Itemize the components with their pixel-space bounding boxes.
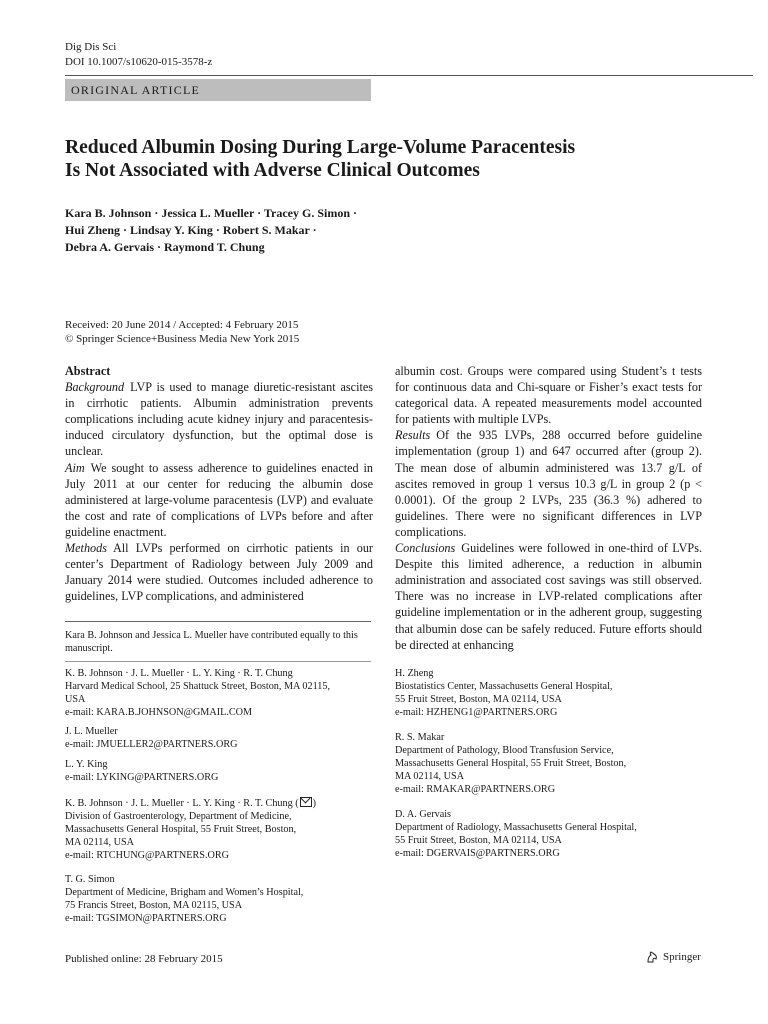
authors-line-3[interactable]: Debra A. Gervais · Raymond T. Chung <box>65 239 265 254</box>
affiliation-block <box>65 759 218 785</box>
affiliation-line: Massachusetts General Hospital, 55 Fruit Street, Boston, <box>65 823 297 835</box>
copyright: © Springer Science+Business Media New York 2015 <box>65 333 300 345</box>
author-list <box>65 205 395 255</box>
affiliation-line: Harvard Medical School, 25 Shattuck Street, Boston, MA 02115, <box>65 680 331 692</box>
background-label: Background <box>65 380 125 395</box>
article-title <box>65 136 705 182</box>
affiliation-block <box>65 726 238 752</box>
affiliation-line: MA 02114, USA <box>395 770 464 782</box>
affiliation-block <box>395 732 626 797</box>
title-line-2: Is Not Associated with Adverse Clinical Outcomes <box>65 160 480 181</box>
affiliation-line: Massachusetts General Hospital, 55 Fruit Street, Boston, <box>395 757 627 769</box>
journal-name: Dig Dis Sci <box>65 41 117 53</box>
affiliation-line: 55 Fruit Street, Boston, MA 02114, USA <box>395 834 562 846</box>
publisher-name: Springer <box>663 951 701 963</box>
published-online: Published online: 28 February 2015 <box>65 953 223 965</box>
affiliation-names: K. B. Johnson · J. L. Mueller · L. Y. King · R. T. Chung <box>65 668 293 679</box>
results-text: Of the 935 LVPs, 288 occurred before guideline implementation (group 1) and 647 occurred after (group 2). The mean dose of albumin administered was 13.7 g/L of ascites removed in group 1 versus 10.3 g/L in group 2 (p < 0.0001). Of the group 2 LVPs, 235 (36.3 %) adhered to guidelines. There were no significant differences in LVP complications. <box>395 428 702 539</box>
affiliation-email[interactable]: e-mail: LYKING@PARTNERS.ORG <box>65 771 219 783</box>
affiliation-email[interactable]: e-mail: TGSIMON@PARTNERS.ORG <box>65 912 227 924</box>
methods-label: Methods <box>65 541 107 556</box>
results-label: Results <box>395 428 431 443</box>
affiliation-names: T. G. Simon <box>65 874 115 885</box>
affiliation-names: J. L. Mueller <box>65 726 118 737</box>
conclusions-text: Guidelines were followed in one-third of LVPs. Despite this limited adherence, a reduction in albumin administration and associated cost savings was still observed. There was no increase in LVP-related complications after guideline implementation or in the adherent group, suggesting that albumin dose can be safely reduced. Future efforts should be directed at enhancing <box>395 541 702 652</box>
affiliation-line: Department of Medicine, Brigham and Women’s Hospital, <box>65 886 304 898</box>
affiliation-email[interactable]: e-mail: DGERVAIS@PARTNERS.ORG <box>395 847 560 859</box>
affiliation-block <box>65 668 330 720</box>
article-type-banner <box>65 79 371 101</box>
journal-header <box>65 40 212 70</box>
affiliation-line: Department of Radiology, Massachusetts General Hospital, <box>395 821 637 833</box>
equal-contribution-footnote: Kara B. Johnson and Jessica L. Mueller have contributed equally to this manuscript. <box>65 630 358 654</box>
abstract-background <box>65 379 373 459</box>
affiliation-email[interactable]: e-mail: HZHENG1@PARTNERS.ORG <box>395 706 558 718</box>
affiliation-block <box>65 874 303 926</box>
affiliation-email[interactable]: e-mail: RMAKAR@PARTNERS.ORG <box>395 783 556 795</box>
affiliation-line: Division of Gastroenterology, Department of Medicine, <box>65 810 292 822</box>
affiliation-rule <box>65 661 371 662</box>
abstract-heading: Abstract <box>65 364 111 378</box>
received-accepted: Received: 20 June 2014 / Accepted: 4 February 2015 <box>65 319 299 331</box>
abstract-right-column <box>395 363 702 653</box>
affiliation-names: R. S. Makar <box>395 732 445 743</box>
affiliation-names: L. Y. King <box>65 759 108 770</box>
affiliation-email[interactable]: e-mail: RTCHUNG@PARTNERS.ORG <box>65 849 229 861</box>
methods-continued: albumin cost. Groups were compared using Student’s t tests for continuous data and Chi-square or Fisher’s exact tests for categorical data. A repeated measurements model accounted for patients with multiple LVPs. <box>395 364 702 427</box>
envelope-icon <box>300 797 312 807</box>
abstract-methods <box>65 540 373 604</box>
abstract-aim <box>65 460 373 540</box>
aim-text: We sought to assess adherence to guidelines enacted in July 2011 at our center for reducing the albumin dose administered at large-volume paracentesis (LVP) and evaluate the cost and rate of complications of LVPs before and after guideline enactment. <box>65 460 373 539</box>
article-dates <box>65 318 299 346</box>
springer-horse-icon <box>645 950 659 964</box>
affiliation-block <box>395 809 637 861</box>
conclusions-label: Conclusions <box>395 541 456 556</box>
affiliation-line: USA <box>65 693 86 705</box>
affiliation-line: Biostatistics Center, Massachusetts General Hospital, <box>395 680 613 692</box>
abstract-results <box>395 427 702 540</box>
affiliation-names: K. B. Johnson · J. L. Mueller · L. Y. King · R. T. Chung <box>65 798 293 809</box>
background-text: LVP is used to manage diuretic-resistant ascites in cirrhotic patients. Albumin administration prevents complications including acute kidney injury and paracentesis-induced circulatory dysfunction, but the optimal dose is unclear. <box>65 380 373 459</box>
abstract-left-column <box>65 363 373 604</box>
article-type: ORIGINAL ARTICLE <box>71 83 201 97</box>
footnote-rule <box>65 621 371 622</box>
aim-label: Aim <box>65 460 85 475</box>
header-rule <box>65 75 753 76</box>
affiliation-line: 55 Fruit Street, Boston, MA 02114, USA <box>395 693 562 705</box>
affiliation-block <box>395 668 612 720</box>
affiliation-names-row: K. B. Johnson · J. L. Mueller · L. Y. King · R. T. Chung ( ) <box>65 798 317 809</box>
publisher-logo <box>645 950 701 964</box>
methods-text: All LVPs performed on cirrhotic patients in our center’s Department of Radiology between July 2009 and January 2014 were studied. Outcomes included adherence to guidelines, LVP complications, and administered <box>65 541 373 604</box>
affiliation-names: D. A. Gervais <box>395 809 452 820</box>
affiliation-email[interactable]: e-mail: KARA.B.JOHNSON@GMAIL.COM <box>65 706 253 718</box>
affiliation-names: H. Zheng <box>395 668 434 679</box>
affiliation-block <box>65 797 316 863</box>
authors-line-2[interactable]: Hui Zheng · Lindsay Y. King · Robert S. Makar · <box>65 222 317 237</box>
abstract-conclusions <box>395 540 702 653</box>
affiliation-line: MA 02114, USA <box>65 836 134 848</box>
affiliation-email[interactable]: e-mail: JMUELLER2@PARTNERS.ORG <box>65 738 238 750</box>
doi[interactable]: DOI 10.1007/s10620-015-3578-z <box>65 56 213 68</box>
title-line-1: Reduced Albumin Dosing During Large-Volume Paracentesis <box>65 137 576 158</box>
affiliation-line: Department of Pathology, Blood Transfusion Service, <box>395 744 614 756</box>
affiliation-line: 75 Francis Street, Boston, MA 02115, USA <box>65 899 243 911</box>
authors-line-1[interactable]: Kara B. Johnson · Jessica L. Mueller · Tracey G. Simon · <box>65 206 358 220</box>
